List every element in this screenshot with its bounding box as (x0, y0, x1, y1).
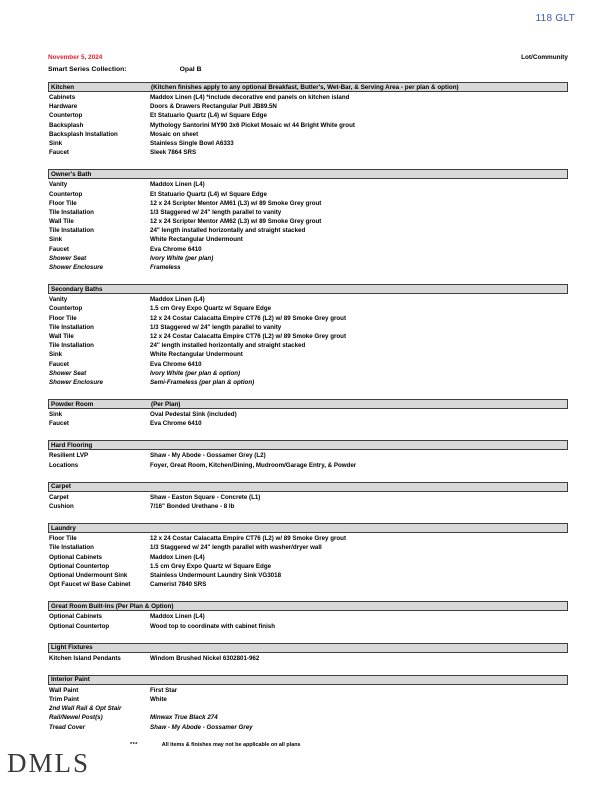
section-title: Powder Room (51, 400, 94, 408)
spec-label: Sink (49, 411, 63, 419)
section-rows (48, 534, 568, 589)
spec-value: Minwax True Black 274 (150, 714, 218, 722)
spec-row (48, 369, 568, 378)
section-title: Interior Paint (51, 676, 90, 684)
spec-value: Wood top to coordinate with cabinet finish (150, 622, 276, 630)
spec-label: Carpet (49, 493, 69, 501)
spec-label: Sink (49, 351, 63, 359)
spec-row (48, 314, 568, 323)
spec-value: Et Statuario Quartz (L4) w/ Square Edge (150, 190, 267, 198)
footnote-text: All items & finishes may not be applicable on all plans (161, 741, 301, 748)
spec-row (48, 493, 568, 502)
spec-label: Shower Seat (49, 369, 87, 377)
section-rows (48, 451, 568, 469)
spec-label: Vanity (49, 181, 68, 189)
spec-label: Optional Countertop (49, 622, 110, 630)
spec-label: Faucet (49, 245, 69, 253)
lot-community-label: Lot/Community (521, 54, 568, 61)
spec-row (48, 263, 568, 272)
spec-value: 1.5 cm Grey Expo Quartz w/ Square Edge (150, 562, 272, 570)
spec-row (48, 254, 568, 263)
section (48, 284, 568, 387)
section-title: Great Room Built-Ins (Per Plan & Option) (51, 602, 174, 610)
spec-value: 1/3 Staggered w/ 24" length parallel to vanity (150, 323, 282, 331)
spec-row (48, 111, 568, 120)
section-title: Light Fixtures (51, 644, 93, 652)
spec-value: 1/3 Staggered w/ 24" length parallel to vanity (150, 208, 282, 216)
spec-value: Sleek 7864 SRS (150, 149, 197, 157)
section-rows (48, 654, 568, 663)
spec-value: White Rectangular Undermount (150, 351, 243, 359)
spec-value: Semi-Frameless (per plan & option) (150, 378, 255, 386)
spec-row (48, 323, 568, 332)
spec-label: Countertop (49, 190, 83, 198)
section (48, 82, 568, 157)
section-rows (48, 180, 568, 272)
section-header (48, 643, 568, 653)
section-rows (48, 612, 568, 630)
section (48, 675, 568, 732)
section-rows (48, 493, 568, 511)
section-header (48, 523, 568, 533)
document-date: November 5, 2024 (48, 54, 103, 61)
spec-row (48, 723, 568, 732)
spec-value: 12 x 24 Scripter Mentor AM62 (L3) w/ 89 Smoke Grey grout (150, 218, 322, 226)
spec-label: Wall Paint (49, 686, 79, 694)
spec-value: 1.5 cm Grey Expo Quartz w/ Square Edge (150, 305, 272, 313)
section-header (48, 440, 568, 450)
spec-label: Cushion (49, 503, 74, 510)
spec-value: 24" length installed horizontally and straight stacked (150, 342, 306, 350)
section-note: (Per Plan) (151, 400, 181, 408)
spec-value: Maddox Linen (L4) (150, 553, 205, 561)
section-header (48, 601, 568, 611)
spec-row (48, 502, 568, 511)
spec-label: Shower Enclosure (49, 264, 103, 271)
spec-value: Shaw - Easton Square - Concrete (L1) (150, 493, 261, 501)
spec-label: Floor Tile (49, 535, 77, 543)
spec-label: Tile Installation (49, 342, 94, 350)
spec-label: Wall Tile (49, 218, 74, 226)
spec-label: Kitchen Island Pendants (49, 654, 121, 662)
spec-label: Cabinets (49, 94, 76, 101)
spec-row (48, 199, 568, 208)
collection-label: Smart Series Collection: (48, 66, 127, 73)
spec-row (48, 410, 568, 419)
spec-label: Tile Installation (49, 227, 94, 235)
spec-label: 2nd Wall Rail & Opt Stair (49, 705, 122, 713)
section-title: Carpet (51, 483, 71, 491)
spec-value: Eva Chrome 6410 (150, 360, 202, 368)
spec-label: Wall Tile (49, 332, 74, 340)
meta-row (48, 54, 568, 61)
document-content (48, 0, 568, 749)
spec-value: Windom Brushed Nickel 6302801-962 (150, 654, 260, 662)
section-title: Kitchen (51, 83, 75, 91)
spec-row (48, 102, 568, 111)
spec-label: Resilient LVP (49, 452, 89, 460)
spec-row (48, 553, 568, 562)
spec-label: Backsplash Installation (49, 130, 118, 138)
spec-value: Eva Chrome 6410 (150, 245, 202, 253)
spec-value: First Star (150, 686, 178, 694)
spec-row (48, 461, 568, 470)
spec-row (48, 360, 568, 369)
spec-row (48, 332, 568, 341)
spec-value: Eva Chrome 6410 (150, 420, 202, 428)
spec-value: Maddox Linen (L4) (150, 613, 205, 621)
spec-label: Shower Seat (49, 254, 87, 262)
spec-label: Backsplash (49, 121, 84, 129)
spec-value: 12 x 24 Costar Calacatta Empire CT76 (L2) w/ 89 Smoke Grey grout (150, 535, 347, 543)
spec-value: Et Statuario Quartz (L4) w/ Square Edge (150, 112, 267, 120)
spec-row (48, 245, 568, 254)
section-rows (48, 295, 568, 387)
spec-row (48, 580, 568, 589)
spec-label: Optional Cabinets (49, 613, 102, 621)
spec-value: 24" length installed horizontally and straight stacked (150, 227, 306, 235)
footnote-marker: *** (130, 741, 138, 748)
section-note: (Kitchen finishes apply to any optional Breakfast, Butler's, Wet-Bar, & Serving Area - per plan & option) (151, 83, 459, 91)
spec-label: Rail/Newel Post(s) (49, 714, 103, 722)
spec-label: Optional Undermount Sink (49, 571, 128, 579)
spec-row (48, 451, 568, 460)
spec-value: Ivory White (per plan) (150, 254, 214, 262)
spec-row (48, 419, 568, 428)
section-header (48, 675, 568, 685)
spec-row (48, 304, 568, 313)
section (48, 643, 568, 663)
section (48, 601, 568, 630)
section (48, 482, 568, 511)
spec-label: Sink (49, 139, 63, 147)
spec-label: Sink (49, 236, 63, 244)
section-header (48, 482, 568, 492)
section-title: Secondary Baths (51, 285, 103, 293)
section-header (48, 284, 568, 294)
spec-value: Mythology Santorini MY90 3x6 Picket Mosaic w/ 44 Bright White grout (150, 121, 355, 129)
collection-value: Opal B (179, 66, 202, 73)
spec-value: Camerist 7840 SRS (150, 581, 207, 589)
spec-row (48, 350, 568, 359)
spec-label: Faucet (49, 149, 69, 157)
spec-value: Shaw - My Abode - Gossamer Grey (L2) (150, 452, 266, 460)
spec-row (48, 622, 568, 631)
spec-row (48, 148, 568, 157)
title-row (48, 66, 568, 73)
spec-row (48, 543, 568, 552)
spec-value: Mosaic on sheet (150, 130, 199, 138)
spec-row (48, 654, 568, 663)
spec-label: Vanity (49, 296, 68, 304)
spec-value: Maddox Linen (L4) (150, 181, 205, 189)
section-header (48, 82, 568, 92)
spec-label: Tile Installation (49, 323, 94, 331)
spec-label: Tread Cover (49, 723, 85, 731)
spec-value: 12 x 24 Scripter Mentor AM61 (L3) w/ 89 Smoke Grey grout (150, 199, 322, 207)
spec-label: Floor Tile (49, 199, 77, 207)
spec-value: 12 x 24 Costar Calacatta Empire CT76 (L2) w/ 89 Smoke Grey grout (150, 314, 347, 322)
section (48, 399, 568, 428)
spec-label: Opt Faucet w/ Base Cabinet (49, 581, 131, 589)
spec-row (48, 93, 568, 102)
section-header (48, 399, 568, 409)
spec-label: Faucet (49, 360, 69, 368)
spec-row (48, 139, 568, 148)
spec-label: Floor Tile (49, 314, 77, 322)
spec-row (48, 180, 568, 189)
spec-row (48, 562, 568, 571)
section-title: Hard Flooring (51, 441, 93, 449)
spec-row (48, 571, 568, 580)
spec-row (48, 226, 568, 235)
section-title: Laundry (51, 524, 76, 532)
spec-label: Trim Paint (49, 696, 79, 704)
spec-row (48, 378, 568, 387)
spec-value: Foyer, Great Room, Kitchen/Dining, Mudroom/Garage Entry, & Powder (150, 461, 357, 469)
section-rows (48, 686, 568, 732)
spec-label: Faucet (49, 420, 69, 428)
spec-value: 7/16" Bonded Urethane - 8 lb (150, 503, 235, 510)
section (48, 169, 568, 272)
section-rows (48, 93, 568, 157)
spec-value (150, 704, 568, 713)
spec-row (48, 217, 568, 226)
spec-label: Hardware (49, 103, 78, 111)
spec-label: Countertop (49, 305, 83, 313)
spec-label: Optional Cabinets (49, 553, 102, 561)
spec-row (48, 713, 568, 722)
spec-label: Tile Installation (49, 208, 94, 216)
spec-label: Optional Countertop (49, 562, 110, 570)
section-header (48, 169, 568, 179)
spec-row (48, 704, 568, 713)
section (48, 440, 568, 469)
spec-value: 12 x 24 Costar Calacatta Empire CT76 (L2) w/ 89 Smoke Grey grout (150, 332, 347, 340)
spec-row (48, 121, 568, 130)
spec-label: Shower Enclosure (49, 378, 103, 386)
spec-value: Ivory White (per plan & option) (150, 369, 241, 377)
sections-container (48, 82, 568, 732)
spec-row (48, 695, 568, 704)
spec-value: Stainless Single Bowl A6333 (150, 139, 234, 147)
spec-value: Oval Pedestal Sink (included) (150, 411, 237, 419)
spec-value: Doors & Drawers Rectangular Pull JB89.5N (150, 103, 277, 111)
section (48, 523, 568, 589)
spec-row (48, 612, 568, 621)
section-rows (48, 410, 568, 428)
spec-row (48, 235, 568, 244)
section-title: Owner's Bath (51, 170, 92, 178)
spec-value: White Rectangular Undermount (150, 236, 243, 244)
spec-value: Frameless (150, 264, 181, 271)
spec-row (48, 295, 568, 304)
spec-row (48, 686, 568, 695)
spec-value: Maddox Linen (L4) (150, 296, 205, 304)
spec-value: 1/3 Staggered w/ 24" length parallel with washer/dryer wall (150, 544, 322, 552)
spec-value: Shaw - My Abode - Gossamer Grey (150, 723, 253, 731)
spec-row (48, 190, 568, 199)
spec-value: Stainless Undermount Laundry Sink VG3018 (150, 571, 282, 579)
spec-label: Tile Installation (49, 544, 94, 552)
spec-row (48, 130, 568, 139)
spec-row (48, 341, 568, 350)
spec-value: White (150, 696, 167, 704)
spec-label: Countertop (49, 112, 83, 120)
spec-value: Maddox Linen (L4) *include decorative end panels on kitchen island (150, 94, 350, 101)
spec-row (48, 534, 568, 543)
doc-number: 118 GLT (535, 13, 575, 24)
footnote (48, 742, 568, 749)
spec-label: Locations (49, 461, 79, 469)
spec-row (48, 208, 568, 217)
dmls-watermark: DMLS (7, 748, 91, 778)
